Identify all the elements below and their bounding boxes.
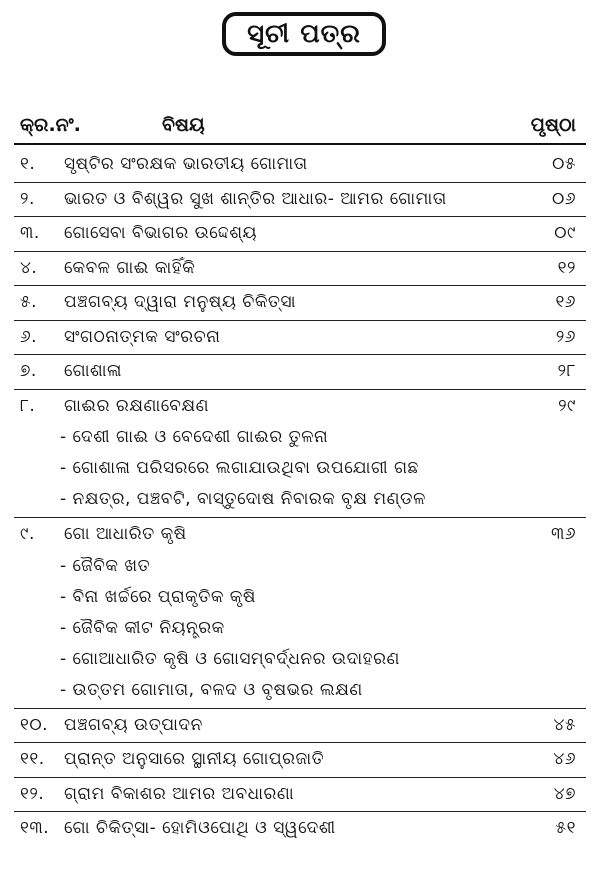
entry-number: ୧୩.: [20, 818, 50, 838]
entry-title: ଗୋଶାଳା: [64, 361, 122, 381]
subentry-title: - ଉତ୍ତମ ଗୋମାତା, ବଳଦ ଓ ବୃଷଭର ଲକ୍ଷଣ: [60, 679, 363, 700]
entry-title: ଗୋ ଚିକିତ୍ସା- ହୋମିଓପୋଥି ଓ ସ୍ୱଦେଶୀ: [64, 818, 336, 838]
contents-subentry: [20, 618, 576, 648]
entry-title: ସଂଗଠନାତ୍ମକ ସଂରଚନା: [64, 326, 221, 347]
entry-number: ୧୧.: [20, 749, 45, 769]
contents-entry: [20, 749, 576, 779]
entry-page: ୨୯: [558, 395, 576, 416]
entry-number: ୩.: [20, 223, 40, 243]
entry-page: ୪୬: [553, 749, 576, 769]
entry-number: ୧୦.: [20, 714, 49, 735]
subentry-title: - ଜୈବିକ କୀଟ ନିୟନ୍ତ୍ରକ: [60, 617, 225, 638]
row-divider: [14, 251, 586, 252]
contents-entry: [20, 784, 576, 814]
entry-number: ୮.: [20, 395, 36, 416]
contents-subentry: [20, 680, 576, 710]
contents-entry: [20, 292, 576, 322]
contents-subentry: [20, 458, 576, 488]
entry-title: ସୃଷ୍ଟିର ସଂରକ୍ଷକ ଭାରତୀୟ ଗୋମାତା: [64, 154, 308, 174]
contents-subentry: [20, 649, 576, 679]
entry-number: ୯.: [20, 524, 35, 544]
row-divider: [14, 216, 586, 217]
subentry-title: - ଗୋଆଧାରିତ କୃଷି ଓ ଗୋସମ୍ବର୍ଦ୍ଧନର ଉଦାହରଣ: [60, 648, 400, 669]
row-divider: [14, 354, 586, 355]
entry-number: ୧୨.: [20, 783, 45, 804]
contents-entry: [20, 189, 576, 219]
entry-number: ୪.: [20, 257, 38, 278]
entry-number: ୬.: [20, 326, 38, 347]
header-page: ପୃଷ୍ଠା: [530, 114, 576, 136]
entry-title: କେବଳ ଗାଈ କାହିଁକି: [64, 257, 196, 278]
contents-entry: [20, 154, 576, 184]
entry-title: ପ୍ରାନ୍ତ ଅନୁସାରେ ସ୍ଥାନୀୟ ଗୋପ୍ରଜାତି: [64, 749, 325, 769]
entry-title: ଗୋସେବା ବିଭାଗର ଉଦ୍ଦେଶ୍ୟ: [64, 223, 258, 243]
header-serial-number: କ୍ର.ନଂ.: [20, 114, 81, 136]
row-divider: [14, 811, 586, 812]
entry-title: ପଞ୍ଚଗବ୍ୟ ଉତ୍ପାଦନ: [64, 714, 203, 735]
contents-entry: [20, 258, 576, 288]
entry-number: ୭.: [20, 361, 37, 381]
row-divider: [14, 742, 586, 743]
contents-subentry: [20, 489, 576, 519]
row-divider: [14, 708, 586, 709]
contents-subentry: [20, 556, 576, 586]
entry-page: ୦୫: [552, 154, 576, 174]
contents-entry: [20, 524, 576, 554]
entry-title: ଭାରତ ଓ ବିଶ୍ୱର ସୁଖ ଶାନ୍ତିର ଆଧାର- ଆମର ଗୋମାତା: [64, 188, 447, 209]
entry-title: ଗୋ ଆଧାରିତ କୃଷି: [64, 524, 187, 544]
entry-page: ୫୧: [555, 818, 576, 838]
entry-page: ୦୯: [554, 223, 576, 243]
contents-entry: [20, 818, 576, 848]
entry-page: ୪୫: [553, 714, 576, 735]
row-divider: [14, 285, 586, 286]
row-divider: [14, 320, 586, 321]
contents-entry: [20, 361, 576, 391]
entry-title: ଗାଈର ରକ୍ଷଣାବେକ୍ଷଣ: [64, 395, 209, 416]
contents-subentry: [20, 587, 576, 617]
page-title: ସୂଚୀ ପତ୍ର: [222, 12, 386, 56]
subentry-title: - ଗୋଶାଳା ପରିସରରେ ଲଗାଯାଉଥିବା ଉପଯୋଗୀ ଗଛ: [60, 458, 419, 478]
entry-number: ୫.: [20, 292, 38, 312]
entry-page: ୧୨: [557, 257, 576, 278]
entry-title: ପଞ୍ଚଗବ୍ୟ ଦ୍ୱାରା ମନୁଷ୍ୟ ଚିକିତ୍ସା: [64, 292, 297, 312]
contents-entry: [20, 715, 576, 745]
entry-page: ୦୬: [552, 188, 576, 209]
entry-page: ୨୬: [555, 326, 576, 347]
subentry-title: - ନକ୍ଷତ୍ର, ପଞ୍ଚବଟି, ବାସ୍ତୁଦୋଷ ନିବାରକ ବୃକ୍ଷ ମଣ୍ଡଳ: [60, 489, 426, 509]
subentry-title: - ଦେଶୀ ଗାଈ ଓ ବେଦେଶୀ ଗାଈର ତୁଳନା: [60, 427, 329, 447]
entry-page: ୨୮: [557, 361, 576, 381]
row-divider: [14, 777, 586, 778]
entry-number: ୨.: [20, 188, 35, 209]
entry-page: ୩୬: [550, 524, 576, 544]
subentry-title: - ଜୈବିକ ଖତ: [60, 555, 151, 576]
contents-entry: [20, 327, 576, 357]
row-divider: [14, 517, 586, 518]
entry-title: ଗ୍ରାମ ବିକାଶର ଆମର ଅବଧାରଣା: [64, 783, 295, 804]
entry-page: ୪୭: [553, 783, 576, 804]
row-divider: [14, 389, 586, 390]
contents-subentry: [20, 427, 576, 457]
header-subject: ବିଷୟ: [162, 114, 205, 136]
row-divider: [14, 182, 586, 183]
entry-page: ୧୬: [555, 292, 576, 312]
entry-number: ୧.: [20, 154, 36, 174]
contents-entry: [20, 396, 576, 426]
subentry-title: - ବିନା ଖର୍ଚ୍ଚରେ ପ୍ରାକୃତିକ କୃଷି: [60, 586, 256, 607]
contents-entry: [20, 223, 576, 253]
